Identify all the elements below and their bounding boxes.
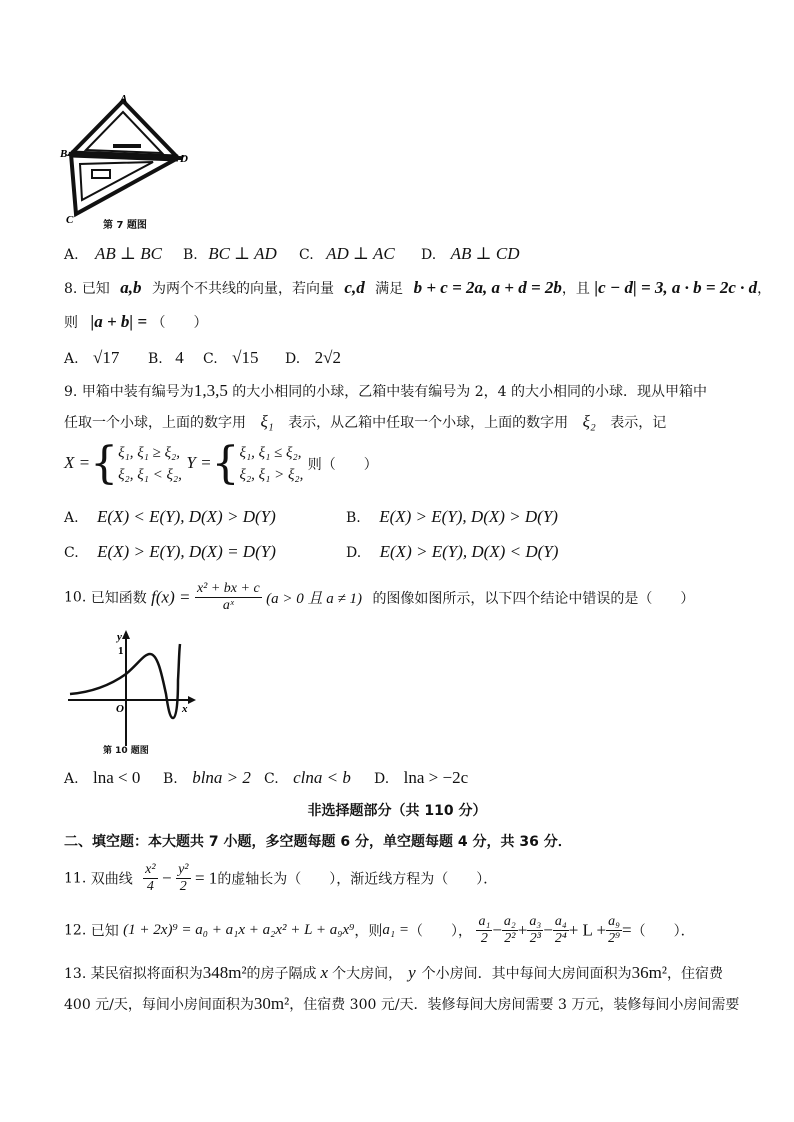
option-text: √17 <box>93 348 120 367</box>
q9-number: 9. <box>64 384 78 400</box>
y-axis-arrow-icon <box>122 630 130 639</box>
q8-option-c[interactable] <box>203 348 258 368</box>
q10-text: 的图像如图所示，以下四个结论中错误的是（ ） <box>372 590 695 607</box>
graph-label-one: 1 <box>118 645 124 657</box>
option-letter: B. <box>346 510 361 526</box>
q8-vectors-cd: c,d <box>344 278 365 297</box>
q13-x: x <box>320 963 329 982</box>
q13-y: y <box>408 963 416 982</box>
option-letter: D. <box>421 247 437 263</box>
q9-xi1: ξ₁ <box>260 412 274 431</box>
option-text: E(X) > E(Y), D(X) > D(Y) <box>379 507 558 526</box>
q11-text: 的虚轴长为（ ），渐近线方程为（ ）． <box>217 871 498 888</box>
option-letter: C. <box>64 545 79 561</box>
q13-stem-line2 <box>64 994 739 1014</box>
option-letter: D. <box>346 545 362 561</box>
q9-numbers: 1,3,5 <box>193 381 228 400</box>
q12-stem <box>64 914 695 947</box>
q10-fraction <box>195 581 262 614</box>
q13-text: 的房子隔成 <box>246 966 317 982</box>
q8-ask-expression: |a + b| = <box>90 312 148 331</box>
q12-sign: + <box>517 920 528 940</box>
option-text: 4 <box>175 348 184 367</box>
vertex-label-c: C <box>66 214 74 226</box>
q9-x-label: X = <box>64 453 91 472</box>
option-letter: C. <box>299 247 314 263</box>
fraction-denominator: aˣ <box>222 598 234 613</box>
option-text: BC ⊥ AD <box>208 244 277 263</box>
q12-term <box>527 914 543 947</box>
option-text: E(X) < E(Y), D(X) > D(Y) <box>97 507 276 526</box>
q11-fraction-x <box>143 862 157 895</box>
q12-sign: − <box>492 920 502 940</box>
q9-text: 表示，从乙箱中任取一个小球，上面的数字用 <box>288 415 569 431</box>
q8-condition-2: |c − d| = 3, a · b = 2c · d <box>594 278 758 297</box>
option-letter: A. <box>64 247 79 263</box>
q9-stem-line2 <box>64 412 732 432</box>
q12-term <box>502 914 518 947</box>
q10-text: 已知函数 <box>90 590 147 607</box>
option-text: 2√2 <box>314 348 341 367</box>
q9-option-c[interactable] <box>64 542 276 562</box>
q8-text: 满足 <box>375 281 404 297</box>
option-letter: B. <box>183 247 198 263</box>
q13-text: 某民宿拟将面积为 <box>90 966 203 982</box>
option-text: √15 <box>232 348 259 367</box>
fraction-numerator: a₂ <box>503 914 516 929</box>
q7-option-b[interactable] <box>183 244 277 264</box>
q9-ask: 则（ ） <box>307 457 378 473</box>
fraction-denominator: 2³ <box>529 931 541 946</box>
fraction-denominator: 2⁴ <box>554 931 567 946</box>
q9-stem-line1 <box>64 381 707 401</box>
q11-equals: = 1 <box>194 868 218 888</box>
q9-x-cases <box>118 442 182 486</box>
q10-option-b[interactable] <box>163 768 251 788</box>
fraction-numerator: x² <box>145 862 156 877</box>
q8-stem-line1 <box>64 278 771 298</box>
q8-option-b[interactable] <box>148 348 184 368</box>
case-line: ξ₁, ξ₁ ≤ ξ₂, <box>239 445 302 461</box>
q8-text: ， <box>757 281 772 297</box>
section2-title: 二、填空题：本大题共 7 小题，多空题每题 6 分，单空题每题 4 分，共 36 分． <box>64 834 572 850</box>
q8-number: 8. <box>64 281 78 297</box>
q10-function: f(x) = <box>151 587 191 607</box>
q13-text: 400 元/天，每间小房间面积为 <box>64 997 254 1013</box>
option-text: clna < b <box>293 768 351 787</box>
q11-minus: − <box>162 868 172 888</box>
fraction-denominator: 2 <box>179 879 187 894</box>
q7-figure <box>58 92 198 227</box>
q10-figure-caption: 第 10 题图 <box>103 746 149 756</box>
q13-big-area: 36m² <box>631 963 667 982</box>
q8-option-a[interactable] <box>64 348 119 368</box>
q11-fraction-y <box>176 862 190 895</box>
option-letter: B. <box>148 351 163 367</box>
fraction-numerator: a₄ <box>554 914 567 929</box>
q10-option-c[interactable] <box>264 768 351 788</box>
q11-number: 11. <box>64 870 87 887</box>
q10-stem <box>64 581 694 614</box>
q9-text: 表示，记 <box>610 415 667 431</box>
q9-xi2: ξ₂ <box>582 412 596 431</box>
option-text: E(X) > E(Y), D(X) = D(Y) <box>97 542 276 561</box>
q10-graph <box>64 628 204 756</box>
option-text: lna > −2c <box>403 768 469 787</box>
q8-stem-line2 <box>64 312 208 332</box>
x-axis-arrow-icon <box>188 696 196 704</box>
q10-condition: (a > 0 且 a ≠ 1) <box>266 591 362 607</box>
q13-text: ，住宿费 <box>666 966 723 982</box>
answer-blank[interactable]: （ ）， <box>408 923 472 940</box>
q11-text: 双曲线 <box>90 871 133 888</box>
q13-text: 个大房间， <box>332 966 403 982</box>
case-line: ξ₂, ξ₁ > ξ₂, <box>239 467 304 483</box>
q10-option-a[interactable] <box>64 768 140 788</box>
fraction-denominator: 4 <box>146 879 154 894</box>
fraction-numerator: a₉ <box>608 914 621 929</box>
graph-label-origin: O <box>116 703 124 715</box>
option-letter: B. <box>163 771 178 787</box>
q8-text: 为两个不共线的向量，若向量 <box>151 281 334 297</box>
fraction-denominator: 2⁹ <box>608 931 621 946</box>
option-text: lna < 0 <box>93 768 141 787</box>
option-text: AD ⊥ AC <box>326 244 395 263</box>
q8-option-d[interactable] <box>285 348 341 368</box>
q8-condition-1: b + c = 2a, a + d = 2b <box>413 278 562 297</box>
part2-title: 非选择题部分（共 110 分） <box>307 803 487 819</box>
left-brace-icon: { <box>90 438 119 489</box>
option-letter: A. <box>64 771 79 787</box>
q9-y-label: Y = <box>186 453 212 472</box>
option-letter: C. <box>203 351 218 367</box>
q7-option-c[interactable] <box>299 244 395 264</box>
q12-text: 已知 <box>90 923 119 940</box>
q7-option-d[interactable] <box>421 244 520 264</box>
q13-small-area: 30m² <box>253 994 290 1013</box>
q9-text: 的大小相同的小球，乙箱中装有编号为 2，4 的大小相同的小球．现从甲箱中 <box>232 384 707 400</box>
fraction-numerator: a₁ <box>478 914 491 929</box>
q12-number: 12. <box>64 922 87 939</box>
q11-stem <box>64 862 497 895</box>
q12-term <box>476 914 492 947</box>
option-text: blna > 2 <box>192 768 251 787</box>
q9-option-a[interactable] <box>64 507 276 527</box>
q9-y-cases <box>240 442 304 486</box>
fraction-denominator: 2² <box>504 931 516 946</box>
option-letter: D. <box>285 351 301 367</box>
q12-term <box>606 914 622 947</box>
option-text: AB ⊥ CD <box>450 244 520 263</box>
answer-blank[interactable]: （ ）． <box>631 923 695 940</box>
graph-label-x: x <box>182 703 188 715</box>
q9-definitions <box>64 438 378 489</box>
option-letter: A. <box>64 351 79 367</box>
q8-text: 已知 <box>81 281 110 297</box>
vertex-label-b: B <box>60 148 68 160</box>
option-text: E(X) > E(Y), D(X) < D(Y) <box>379 542 559 561</box>
option-letter: A. <box>64 510 79 526</box>
q8-vectors-ab: a,b <box>120 278 142 297</box>
fraction-numerator: a₃ <box>529 914 542 929</box>
vertex-label-a: A <box>120 93 128 105</box>
q12-text: ，则 <box>354 923 383 940</box>
q7-figure-caption: 第 7 题图 <box>103 220 147 231</box>
q12-a1: a₁ = <box>382 922 409 938</box>
q10-number: 10. <box>64 589 87 606</box>
graph-label-y: y <box>117 631 122 643</box>
q13-stem-line1 <box>64 963 723 983</box>
case-line: ξ₁, ξ₁ ≥ ξ₂, <box>118 445 181 461</box>
q9-text: 任取一个小球，上面的数字用 <box>64 415 246 431</box>
q13-text: ，住宿费 300 元/天．装修每间大房间需要 3 万元，装修每间小房间需要 <box>289 997 740 1013</box>
q8-text: 则 <box>64 315 78 331</box>
q13-number: 13. <box>64 966 87 982</box>
q12-sign: + L + <box>568 920 607 940</box>
case-line: ξ₂, ξ₁ < ξ₂, <box>118 467 182 483</box>
q12-term <box>553 914 569 947</box>
q12-equals: = <box>622 920 632 940</box>
option-letter: D. <box>374 771 390 787</box>
option-letter: C. <box>264 771 279 787</box>
fraction-denominator: 2 <box>480 931 488 946</box>
q9-option-d[interactable] <box>346 542 558 562</box>
q10-option-d[interactable] <box>374 768 468 788</box>
q13-area: 348m² <box>202 963 247 982</box>
q7-option-a[interactable] <box>64 244 162 264</box>
q13-text: 个小房间．其中每间大房间面积为 <box>421 966 632 982</box>
fraction-numerator: y² <box>178 862 189 877</box>
q12-sign: − <box>543 920 553 940</box>
left-brace-icon: { <box>211 438 240 489</box>
q9-text: 甲箱中装有编号为 <box>81 384 194 400</box>
answer-blank[interactable]: （ ） <box>151 315 208 331</box>
q12-expansion: (1 + 2x)⁹ = a₀ + a₁x + a₂x² + L + a₉x⁹ <box>123 922 355 938</box>
q8-text: ，且 <box>561 281 590 297</box>
q9-option-b[interactable] <box>346 507 558 527</box>
set-square-drawing <box>71 101 178 214</box>
vertex-label-d: D <box>180 153 188 165</box>
option-text: AB ⊥ BC <box>95 244 162 263</box>
fraction-numerator: x² + bx + c <box>196 581 260 596</box>
